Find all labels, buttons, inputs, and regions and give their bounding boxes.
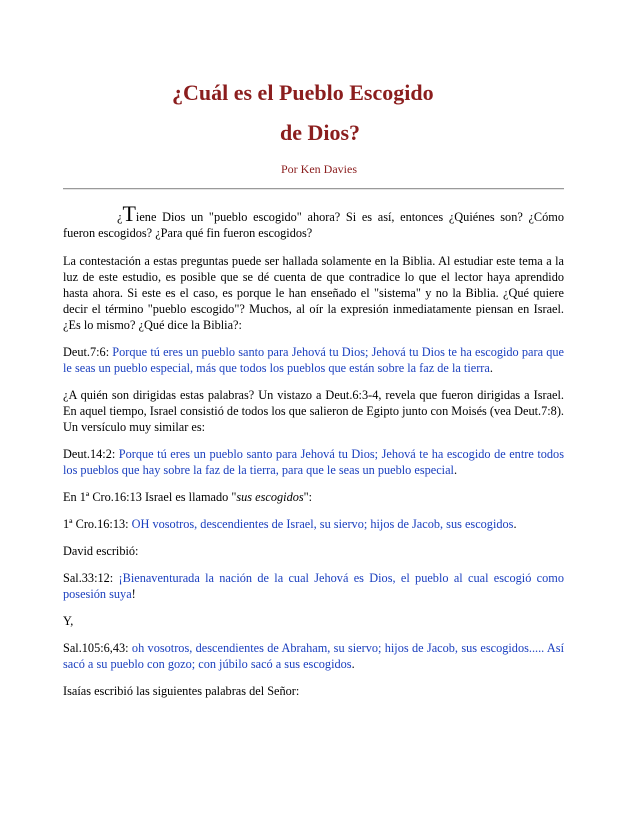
- paragraph-5: David escribió:: [63, 544, 139, 558]
- verse-end: .: [453, 463, 458, 477]
- verse-text: oh vosotros, descendientes de Abraham, su siervo; hijos de Jacob, sus escogidos..... Así sacó a su pueblo con gozo; con júbilo sacó a sus escogidos: [63, 641, 564, 671]
- verse-sal-33-12: [63, 570, 564, 602]
- page-title-line-2: de Dios?: [280, 120, 361, 145]
- paragraph-4: [63, 489, 564, 505]
- verse-text: ¡Bienaventurada la nación de la cual Jehová es Dios, el pueblo al cual escogió como posesión suya: [63, 571, 564, 601]
- drop-cap-letter: T: [122, 201, 136, 226]
- intro-open-mark: ¿: [117, 210, 123, 224]
- paragraph-4-pre: En 1ª Cro.16:13 Israel es llamado ": [63, 490, 237, 504]
- horizontal-rule: [63, 188, 564, 190]
- verse-reference: Deut.14:2:: [63, 447, 119, 461]
- paragraph-6: Y,: [63, 614, 74, 628]
- verse-1-cro-16-13: [63, 516, 564, 532]
- verse-reference: 1ª Cro.16:13:: [63, 517, 132, 531]
- verse-deut-14-2: [63, 446, 564, 478]
- verse-text: Porque tú eres un pueblo santo para Jehová tu Dios; Jehová tu Dios te ha escogido para que le seas un pueblo especial, más que todos los pueblos que están sobre la faz de la tierra: [63, 345, 564, 375]
- verse-reference: Deut.7:6:: [63, 345, 113, 359]
- verse-end: .: [489, 361, 493, 375]
- document-body: [63, 201, 564, 710]
- paragraph-4-italic: sus escogidos: [236, 490, 304, 504]
- verse-text: OH vosotros, descendientes de Israel, su siervo; hijos de Jacob, sus escogidos: [131, 517, 514, 531]
- verse-end: .: [351, 657, 355, 671]
- paragraph-7: Isaías escribió las siguientes palabras del Señor:: [63, 684, 300, 698]
- paragraph-3: ¿A quién son dirigidas estas palabras? Un vistazo a Deut.6:3-4, revela que fueron dirigidas a Israel. En aquel tiempo, Israel consistió de todos los que salieron de Egipto junto con Moisés (vea Deut.7:8). Un versículo muy similar es:: [63, 388, 564, 434]
- verse-reference: Sal.33:12:: [63, 571, 119, 585]
- verse-end: .: [513, 517, 517, 531]
- verse-sal-105-6-43: [63, 640, 564, 672]
- paragraph-2: La contestación a estas preguntas puede ser hallada solamente en la Biblia. Al estudiar este tema a la luz de este estudio, es posible que se dé cuenta de que contradice lo que el lector haya aprendido hasta ahora. Si este es el caso, es porque le han enseñado el "sistema" y no la Biblia. ¿Qué quiere decir el término "pueblo escogido"? Muchos, al oír la expresión inmediatamente piensan en Israel. ¿Es lo mismo? ¿Qué dice la Biblia?:: [63, 254, 564, 332]
- author-byline: Por Ken Davies: [281, 162, 357, 176]
- page-title-line-1: ¿Cuál es el Pueblo Escogido: [172, 80, 434, 105]
- intro-text: iene Dios un "pueblo escogido" ahora? Si es así, entonces ¿Quiénes son? ¿Cómo fueron escogidos? ¿Para qué fin fueron escogidos?: [63, 210, 564, 240]
- intro-paragraph: [63, 201, 564, 241]
- paragraph-4-post: ":: [303, 490, 313, 504]
- verse-end: !: [131, 587, 136, 601]
- verse-deut-7-6: [63, 344, 564, 376]
- verse-reference: Sal.105:6,43:: [63, 641, 132, 655]
- verse-text: Porque tú eres un pueblo santo para Jehová tu Dios; Jehová te ha escogido de entre todos los pueblos que hay sobre la faz de la tierra, para que le seas un pueblo especial: [63, 447, 564, 477]
